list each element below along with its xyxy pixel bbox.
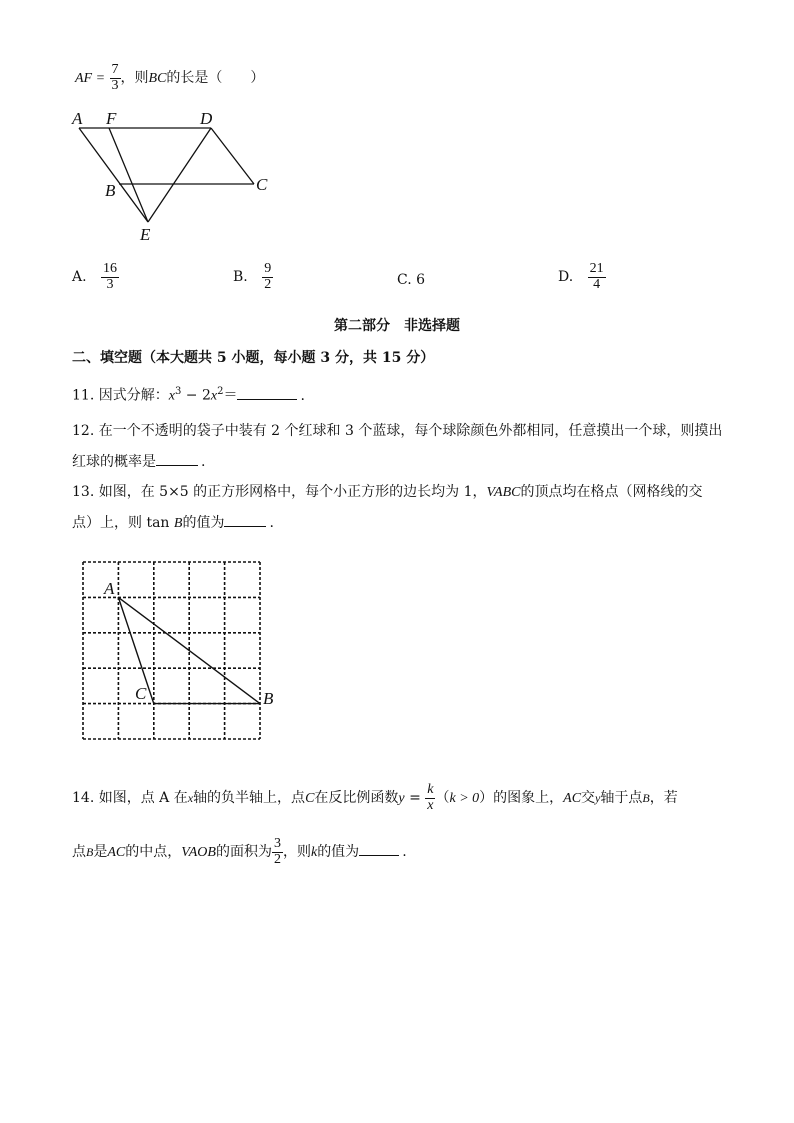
label-a: A <box>72 109 83 128</box>
label-c: C <box>256 175 268 194</box>
parallelogram-figure <box>70 105 290 245</box>
option-d: D. $\frac{21}{4}$ <box>558 261 604 292</box>
question-12-line2: 红球的概率是 . <box>72 454 206 470</box>
answer-blank-11[interactable] <box>237 387 297 400</box>
question-12-line1: 12. 在一个不透明的袋子中装有 2 个红球和 3 个蓝球，每个球除颜色外都相同，任意摸出一个球，则摸出 <box>72 423 723 439</box>
answer-blank-12[interactable] <box>156 453 198 466</box>
grid-figure <box>75 556 285 746</box>
segment-dc <box>211 128 254 184</box>
answer-blank-14[interactable] <box>359 843 399 856</box>
option-c: C. 6 <box>397 272 426 288</box>
segment-fe <box>109 128 148 222</box>
question-13-line1: 13. 如图，在 5×5 的正方形网格中，每个小正方形的边长均为 1，VABC的顶点均在格点（网格线的交 <box>72 484 703 500</box>
label-d: D <box>200 109 213 128</box>
segment-ae <box>79 128 148 222</box>
option-b: B. $\frac{9}{2}$ <box>233 261 272 292</box>
af-fraction: $\frac{7}{3}$ <box>111 62 119 93</box>
label-e: E <box>140 225 151 244</box>
section-heading: 二、填空题（本大题共 5 小题，每小题 3 分，共 15 分） <box>72 350 435 366</box>
inverse-function-fraction: $\frac{k}{x}$ <box>427 781 434 813</box>
af-expression: AF = <box>75 71 106 87</box>
option-d-fraction: $\frac{21}{4}$ <box>589 261 604 292</box>
grid-label-b: B <box>263 689 274 708</box>
part-title: 第二部分 非选择题 <box>334 318 460 334</box>
label-b: B <box>105 181 116 200</box>
grid-label-c: C <box>135 684 147 703</box>
answer-blank-13[interactable] <box>224 514 266 527</box>
question-13-line2: 点）上，则 tan B的值为 . <box>72 515 274 531</box>
question-11: 11. 因式分解：$x^3 - 2x^2=$ . <box>72 386 305 404</box>
area-fraction: $\frac{3}{2}$ <box>273 835 281 867</box>
grid-label-a: A <box>104 579 115 598</box>
segment-de <box>148 128 211 222</box>
option-a: A. $\frac{16}{3}$ <box>72 261 118 292</box>
q10-af-line: AF = $\frac{7}{3}$ ，则BC的长是（ ） <box>75 62 265 93</box>
question-14-line2: 点B是AC的中点，VAOB的面积为 $\frac{3}{2}$ ，则k的值为 . <box>72 835 407 867</box>
question-14-line1: 14. 如图，点 A 在x轴的负半轴上，点C在反比例函数y = $\frac{k}{x}$ （k > 0）的图象上，AC交y轴于点B，若 <box>72 781 678 813</box>
option-b-fraction: $\frac{9}{2}$ <box>264 261 272 292</box>
option-a-fraction: $\frac{16}{3}$ <box>103 261 118 292</box>
label-f: F <box>106 109 117 128</box>
